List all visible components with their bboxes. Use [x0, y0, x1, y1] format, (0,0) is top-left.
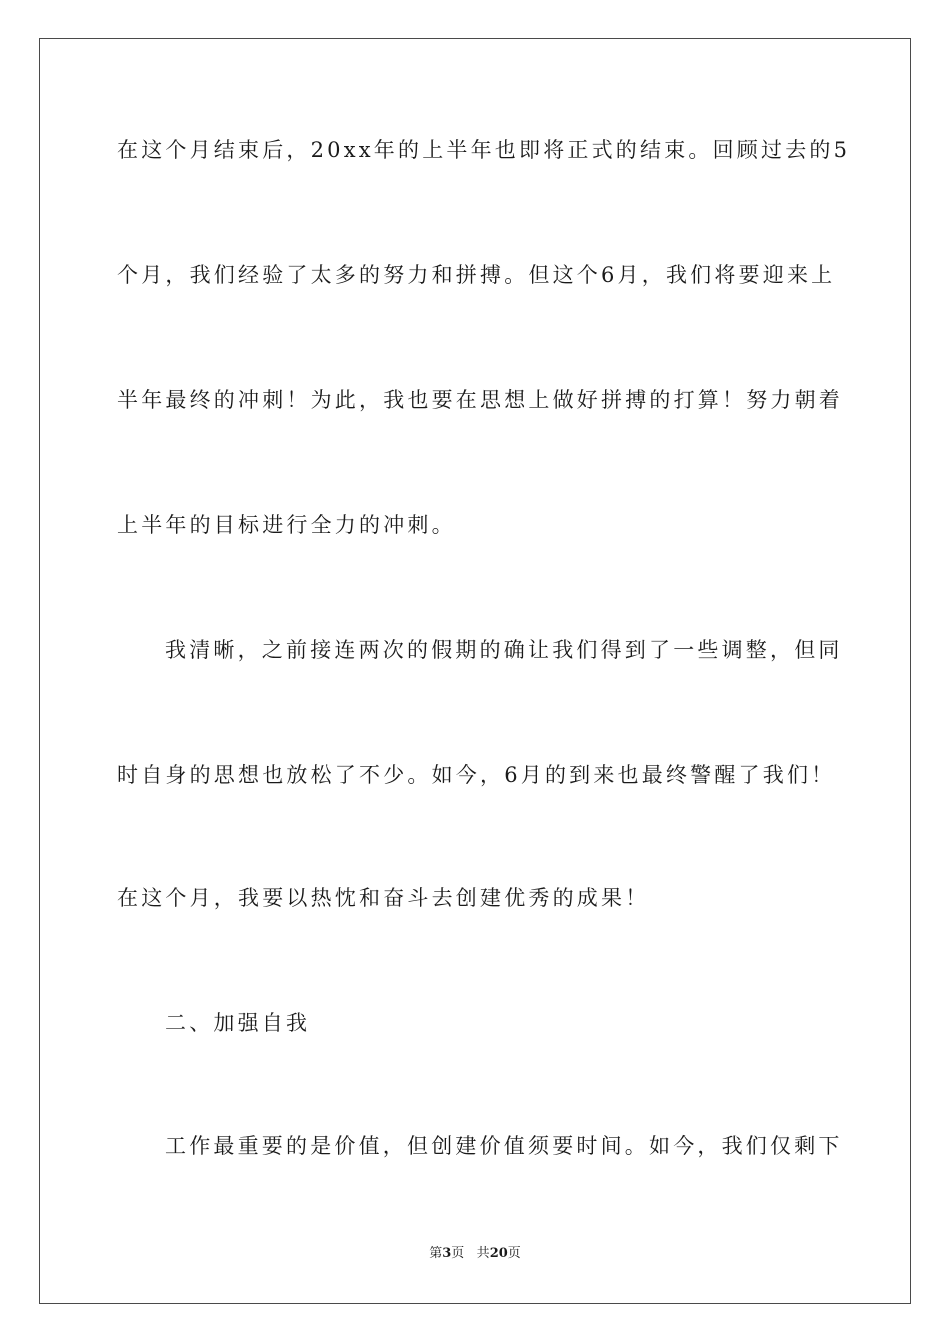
body-line-4: 上半年的目标进行全力的冲刺。	[117, 513, 456, 537]
section-heading: 二、加强自我	[165, 1011, 311, 1035]
page-unit: 页	[451, 1246, 465, 1261]
body-line-6: 时自身的思想也放松了不少。如今，6月的到来也最终警醒了我们！	[117, 763, 836, 787]
current-page-number: 3	[442, 1246, 452, 1261]
body-line-9: 工作最重要的是价值，但创建价值须要时间。如今，我们仅剩下	[165, 1134, 843, 1158]
body-line-2: 个月，我们经验了太多的努力和拼搏。但这个6月，我们将要迎来上	[117, 263, 836, 287]
page-prefix: 第	[429, 1246, 443, 1261]
body-line-5: 我清晰，之前接连两次的假期的确让我们得到了一些调整，但同	[165, 638, 843, 662]
body-line-7: 在这个月，我要以热忱和奋斗去创建优秀的成果！	[117, 886, 650, 910]
total-page-count: 20	[489, 1246, 508, 1261]
total-prefix: 共	[476, 1246, 490, 1261]
page-border	[39, 38, 911, 1304]
total-unit: 页	[507, 1246, 521, 1261]
body-line-3: 半年最终的冲刺！为此，我也要在思想上做好拼搏的打算！努力朝着	[117, 388, 843, 412]
page-footer	[0, 1245, 950, 1263]
body-line-1: 在这个月结束后，20xx年的上半年也即将正式的结束。回顾过去的5	[117, 138, 851, 162]
